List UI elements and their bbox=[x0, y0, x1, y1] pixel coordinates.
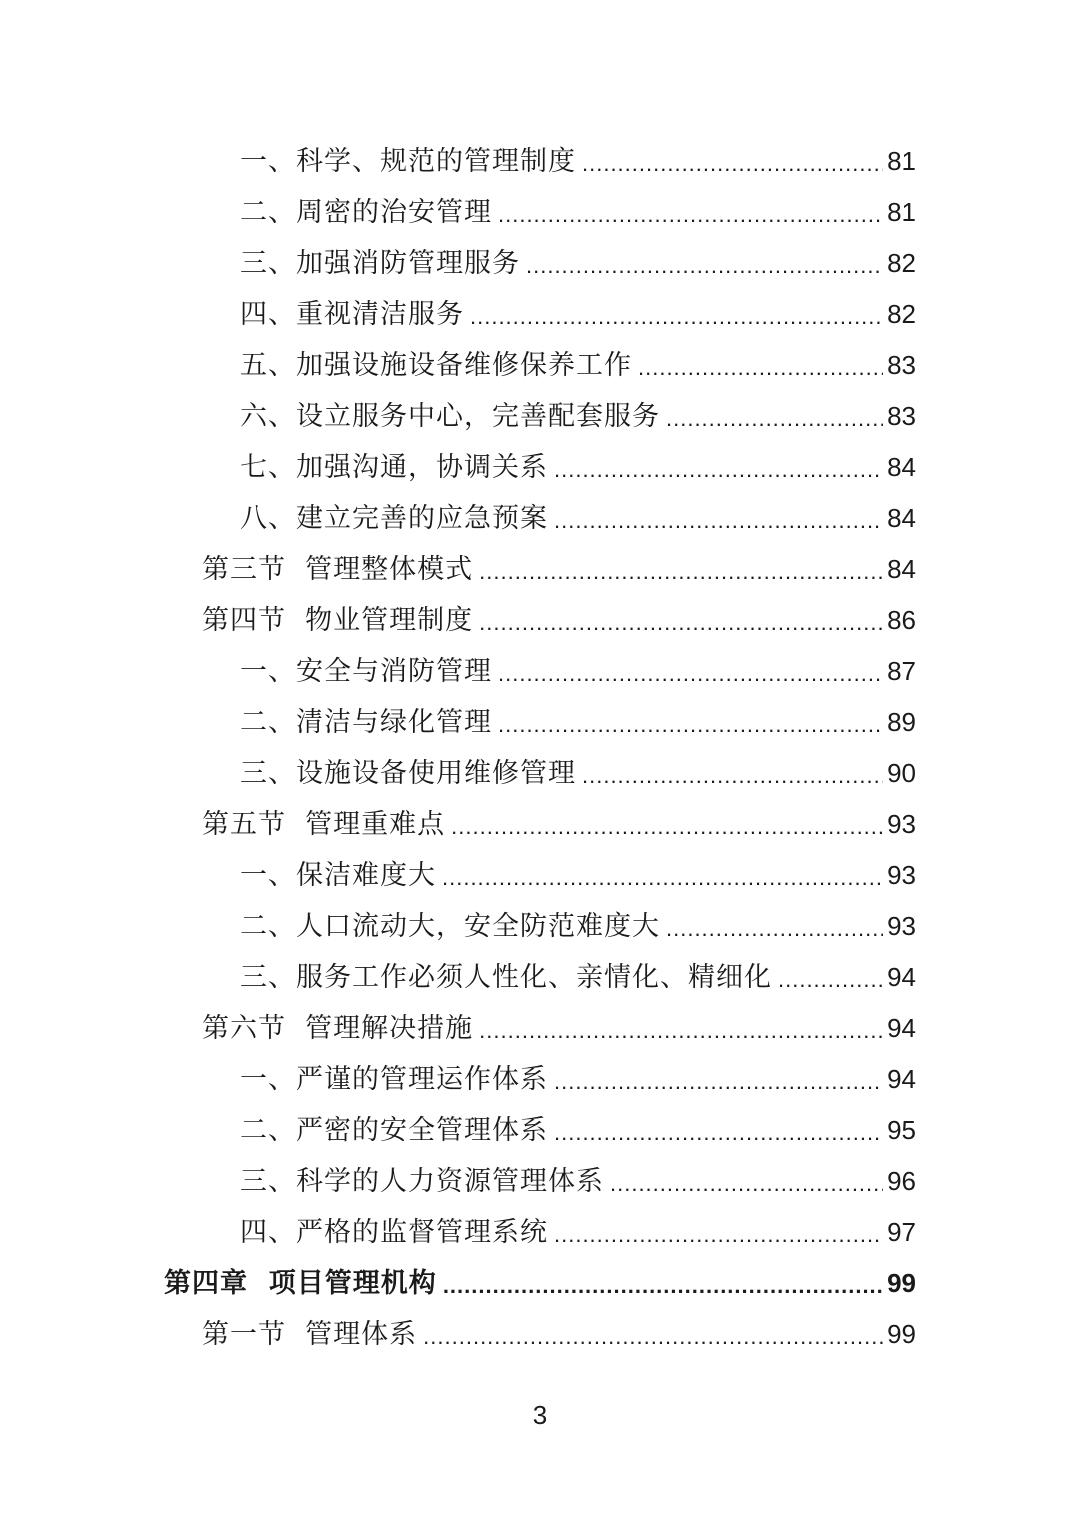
toc-entry-page: 83 bbox=[887, 401, 916, 431]
toc-dot-leader bbox=[554, 1209, 883, 1260]
toc-dot-leader bbox=[610, 1158, 883, 1209]
toc-entry-title: 一、保洁难度大 bbox=[240, 860, 436, 891]
toc-entry[interactable] bbox=[0, 595, 1080, 646]
toc-dot-leader bbox=[479, 546, 883, 597]
toc-entry[interactable] bbox=[0, 391, 1080, 442]
toc-entry[interactable] bbox=[0, 1054, 1080, 1105]
toc-entry[interactable] bbox=[0, 1105, 1080, 1156]
toc-entry-page: 96 bbox=[887, 1166, 916, 1196]
toc-entry-title: 三、服务工作必须人性化、亲情化、精细化 bbox=[240, 962, 772, 993]
toc-entry-page: 84 bbox=[887, 503, 916, 533]
toc-entry-page: 82 bbox=[887, 248, 916, 278]
toc-entry-title: 二、严密的安全管理体系 bbox=[240, 1115, 548, 1146]
toc-entry[interactable] bbox=[0, 697, 1080, 748]
toc-entry-title: 三、加强消防管理服务 bbox=[240, 248, 520, 279]
toc-entry-page: 97 bbox=[887, 1217, 916, 1247]
toc-dot-leader bbox=[526, 240, 883, 291]
toc-entry[interactable] bbox=[0, 952, 1080, 1003]
toc-entry-page: 81 bbox=[887, 197, 916, 227]
toc-dot-leader bbox=[582, 138, 883, 189]
toc-entry-page: 99 bbox=[887, 1319, 916, 1349]
toc-entry[interactable] bbox=[0, 340, 1080, 391]
toc-dot-leader bbox=[582, 750, 883, 801]
page-number: 3 bbox=[532, 1400, 548, 1430]
toc-entry-title: 四、重视清洁服务 bbox=[240, 299, 464, 330]
toc-entry-page: 81 bbox=[887, 146, 916, 176]
toc-entry-title: 三、设施设备使用维修管理 bbox=[240, 758, 576, 789]
toc-dot-leader bbox=[498, 699, 883, 750]
toc-dot-leader bbox=[470, 291, 883, 342]
toc-entry-page: 93 bbox=[887, 860, 916, 890]
toc-entry-title: 八、建立完善的应急预案 bbox=[240, 503, 548, 534]
toc-entry-page: 94 bbox=[887, 1013, 916, 1043]
toc-entry[interactable] bbox=[0, 1207, 1080, 1258]
toc-entry-title: 二、周密的治安管理 bbox=[240, 197, 492, 228]
toc-dot-leader bbox=[443, 1260, 883, 1311]
toc-dot-leader bbox=[479, 1005, 883, 1056]
toc-entry-title: 第四章 项目管理机构 bbox=[164, 1268, 437, 1299]
toc-entry-title: 五、加强设施设备维修保养工作 bbox=[240, 350, 632, 381]
toc-dot-leader bbox=[554, 495, 883, 546]
toc-entry[interactable] bbox=[0, 187, 1080, 238]
toc-entry-title: 二、清洁与绿化管理 bbox=[240, 707, 492, 738]
toc-dot-leader bbox=[554, 1056, 883, 1107]
toc-entry[interactable] bbox=[0, 901, 1080, 952]
toc-entry-page: 84 bbox=[887, 452, 916, 482]
toc-entry[interactable] bbox=[0, 799, 1080, 850]
toc-entry-title: 七、加强沟通，协调关系 bbox=[240, 452, 548, 483]
toc-entry[interactable] bbox=[0, 646, 1080, 697]
toc-dot-leader bbox=[554, 444, 883, 495]
toc-entry-title: 第四节 物业管理制度 bbox=[202, 605, 474, 636]
toc-entry-page: 99 bbox=[887, 1268, 916, 1298]
toc-entry[interactable] bbox=[0, 442, 1080, 493]
toc-entry[interactable] bbox=[0, 136, 1080, 187]
toc-dot-leader bbox=[778, 954, 883, 1005]
toc-dot-leader bbox=[423, 1311, 883, 1362]
toc-entry-title: 一、科学、规范的管理制度 bbox=[240, 146, 576, 177]
toc-entry[interactable] bbox=[0, 850, 1080, 901]
toc-dot-leader bbox=[666, 903, 883, 954]
toc-entry-page: 95 bbox=[887, 1115, 916, 1145]
toc-entry[interactable] bbox=[0, 1309, 1080, 1360]
toc-entry-page: 83 bbox=[887, 350, 916, 380]
toc-entry[interactable] bbox=[0, 1003, 1080, 1054]
toc-entry-page: 82 bbox=[887, 299, 916, 329]
toc-dot-leader bbox=[498, 189, 883, 240]
toc-entry[interactable] bbox=[0, 748, 1080, 799]
toc-entry-title: 六、设立服务中心，完善配套服务 bbox=[240, 401, 660, 432]
toc-entry-page: 87 bbox=[887, 656, 916, 686]
toc-entry-page: 94 bbox=[887, 962, 916, 992]
toc-entry-title: 一、安全与消防管理 bbox=[240, 656, 492, 687]
toc-entry-title: 三、科学的人力资源管理体系 bbox=[240, 1166, 604, 1197]
toc-entry[interactable] bbox=[0, 1156, 1080, 1207]
toc-entry-page: 90 bbox=[887, 758, 916, 788]
toc-entry[interactable] bbox=[0, 289, 1080, 340]
toc-dot-leader bbox=[554, 1107, 883, 1158]
toc-entry[interactable] bbox=[0, 493, 1080, 544]
toc-dot-leader bbox=[638, 342, 883, 393]
toc-dot-leader bbox=[666, 393, 883, 444]
toc-dot-leader bbox=[498, 648, 883, 699]
toc-entry-page: 89 bbox=[887, 707, 916, 737]
toc-entry-page: 84 bbox=[887, 554, 916, 584]
toc-entry-page: 94 bbox=[887, 1064, 916, 1094]
toc-dot-leader bbox=[442, 852, 883, 903]
toc-entry-title: 四、严格的监督管理系统 bbox=[240, 1217, 548, 1248]
toc-entry-title: 二、人口流动大，安全防范难度大 bbox=[240, 911, 660, 942]
toc-entry[interactable] bbox=[0, 1258, 1080, 1309]
toc-entry-page: 93 bbox=[887, 809, 916, 839]
toc-entry[interactable] bbox=[0, 238, 1080, 289]
toc-dot-leader bbox=[451, 801, 883, 852]
toc-entry-title: 第六节 管理解决措施 bbox=[202, 1013, 474, 1044]
toc-dot-leader bbox=[479, 597, 883, 648]
toc-entry-title: 第一节 管理体系 bbox=[202, 1319, 418, 1350]
toc-entry-title: 第五节 管理重难点 bbox=[202, 809, 446, 840]
toc-entry-title: 第三节 管理整体模式 bbox=[202, 554, 474, 585]
toc-entry[interactable] bbox=[0, 544, 1080, 595]
toc-entry-page: 93 bbox=[887, 911, 916, 941]
toc-entry-page: 86 bbox=[887, 605, 916, 635]
toc-entry-title: 一、严谨的管理运作体系 bbox=[240, 1064, 548, 1095]
